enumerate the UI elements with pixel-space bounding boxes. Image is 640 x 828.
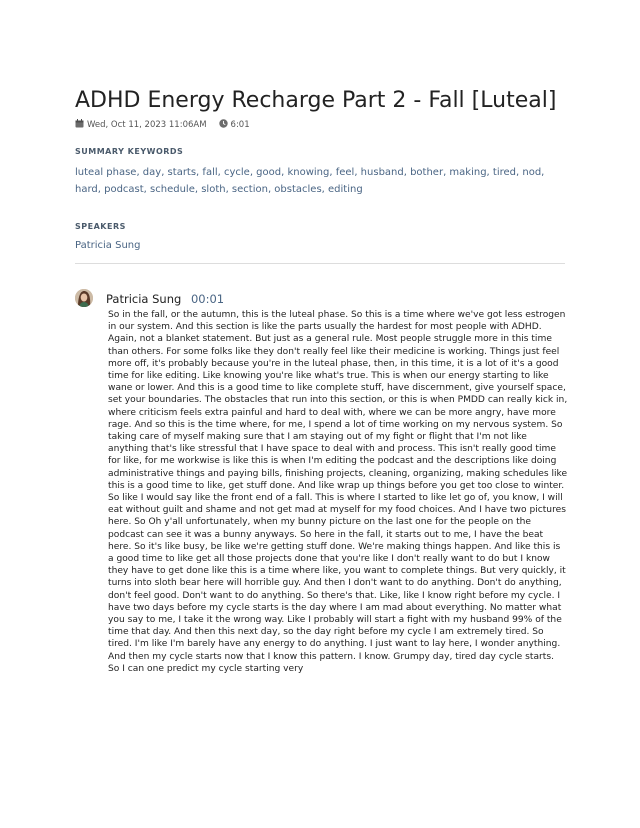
document-date: Wed, Oct 11, 2023 11:06AM	[87, 120, 207, 130]
summary-keywords: luteal phase, day, starts, fall, cycle, good, knowing, feel, husband, bother, making, tired, nod, hard, podcast, schedule, sloth, section, obstacles, editing	[75, 167, 545, 195]
summary-keywords-heading: SUMMARY KEYWORDS	[75, 147, 184, 156]
document-meta	[75, 119, 250, 131]
speakers-list: Patricia Sung	[75, 240, 141, 251]
timestamp: 00:01	[190, 292, 225, 306]
document-title: ADHD Energy Recharge Part 2 - Fall [Luteal]	[75, 88, 557, 113]
section-divider	[75, 263, 565, 264]
speakers-heading: SPEAKERS	[75, 222, 126, 231]
speaker-name: Patricia Sung	[106, 292, 182, 306]
transcript-speaker-header	[106, 292, 224, 306]
transcript-text: So in the fall, or the autumn, this is the luteal phase. So this is a time where we've got less estrogen in our system. And this section is like the parts usually the hardest for most people with ADHD. Again, not a blanket statement. But just as a general rule. Most people struggle more in this time than others. For some folks like they don't really feel like their medicine is working. Things just feel more off, it's probably because you're in the luteal phase, then, in this time, it is a lot of it's a good time for like editing. Like knowing you're like what's true. This is when our energy starting to like wane or lower. And this is a good time to like complete stuff, have discernment, give yourself space, set your boundaries. The obstacles that run into this section, or this is when PMDD can really kick in, where criticism feels extra painful and hard to deal with, where we can be more angry, have more rage. And so this is the time where, for me, I spend a lot of time working on my nervous system. So taking care of myself making sure that I am staying out of my fight or flight that I'm not like anything that's like stressful that I have space to deal with and process. This isn't really good time for like, for me workwise is like this is when I'm editing the podcast and the descriptions like doing administrative things and paying bills, finishing projects, cleaning, organizing, making schedules like this is a good time to like, get stuff done. And like wrap up things before you get too close to winter. So like I would say like the front end of a fall. This is where I started to like let go of, you know, I will eat without guilt and shame and not get mad at myself for my food choices. And I have two pictures here. So Oh y'all unfortunately, when my bunny picture on the last one for the people on the podcast can see it was a bunny anyways. So here in the fall, it starts out to me, I have the beat here. So it's like busy, be like we're getting stuff done. We're making things happen. And like this is a good time to like get all those projects done that you're like I don't really want to do but I know they have to get done like this is a time where like, you want to complete things. But very quickly, it turns into sloth bear here will horrible guy. And then I don't want to do anything. Don't do anything, don't feel good. Don't want to do anything. So there's that. Like, like I know right before my cycle. I have two days before my cycle starts is the day where I am mad about everything. No matter what you say to me, I take it the wrong way. Like I probably will start a fight with my husband 99% of the time that day. And then this next day, so the day right before my cycle I am extremely tired. So tired. I'm like I'm barely have any energy to do anything. I just want to lay here, I wonder anything. And then my cycle starts now that I know this pattern. I know. Grumpy day, tired day cycle starts. So I can one predict my cycle starting very	[108, 310, 568, 674]
clock-icon	[219, 119, 228, 131]
speaker-avatar	[75, 289, 93, 307]
calendar-icon	[75, 119, 84, 131]
document-duration: 6:01	[230, 120, 250, 130]
